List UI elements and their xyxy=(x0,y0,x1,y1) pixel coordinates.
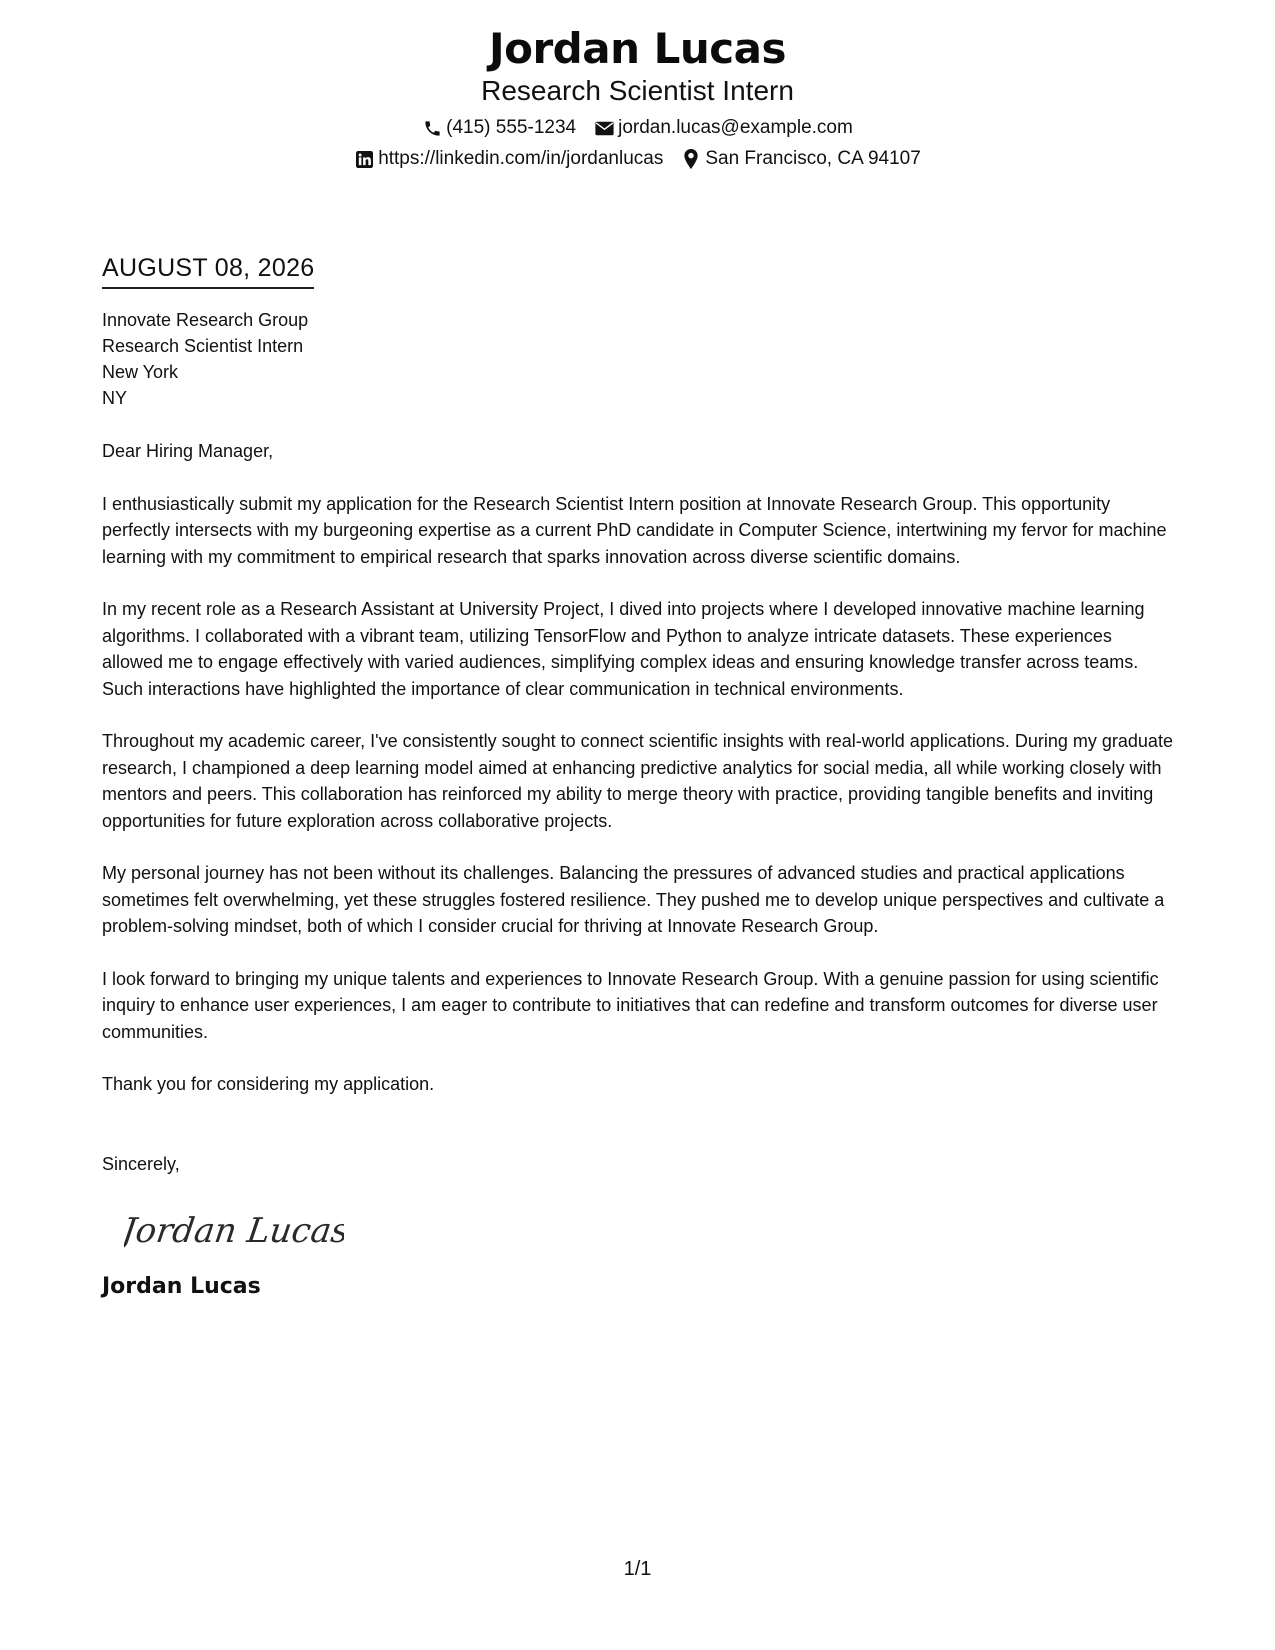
recipient-state: NY xyxy=(102,388,128,408)
signer-name: Jordan Lucas xyxy=(102,1274,261,1299)
recipient-company: Innovate Research Group xyxy=(102,310,309,330)
phone-text: (415) 555-1234 xyxy=(446,117,577,138)
letter-body xyxy=(102,252,1177,1301)
paragraph-3: Throughout my academic career, I've consistently sought to connect scientific insights with real-world applications. During my graduate research, I championed a deep learning model aimed at enhancing predictive analytics for social media, all while working closely with mentors and peers. This collaboration has reinforced my ability to merge theory with practice, providing tangible benefits and inviting opportunities for future exploration across collaborative projects. xyxy=(102,731,1173,831)
recipient-block xyxy=(102,307,1177,411)
letter-date: AUGUST 08, 2026 xyxy=(102,252,314,289)
applicant-name: Jordan Lucas xyxy=(488,24,787,73)
svg-text:Jordan Lucas: Jordan Lucas xyxy=(124,1211,344,1251)
letter-header xyxy=(0,24,1275,171)
envelope-icon xyxy=(594,118,614,138)
recipient-city: New York xyxy=(102,362,179,382)
map-pin-icon xyxy=(681,149,701,169)
handwritten-signature xyxy=(124,1205,344,1255)
contact-row-1 xyxy=(0,116,1275,140)
location-text: San Francisco, CA 94107 xyxy=(705,148,921,169)
page-number: 1/1 xyxy=(623,1558,652,1580)
phone-icon xyxy=(422,118,442,138)
paragraph-4: My personal journey has not been without its challenges. Balancing the pressures of advanced studies and practical applications sometimes felt overwhelming, yet these struggles fostered resilience. They pushed me to develop unique perspectives and cultivate a problem-solving mindset, both of which I consider crucial for thriving at Innovate Research Group. xyxy=(102,863,1165,936)
contact-row-2 xyxy=(0,147,1275,171)
closing-line: Thank you for considering my application. xyxy=(102,1074,435,1094)
contact-linkedin xyxy=(354,147,663,171)
paragraph-5: I look forward to bringing my unique talents and experiences to Innovate Research Group. With a genuine passion for using scientific inquiry to enhance user experiences, I am eager to contribute to initiatives that can redefine and transform outcomes for diverse user communities. xyxy=(102,968,1159,1042)
applicant-role: Research Scientist Intern xyxy=(481,75,794,106)
email-text: jordan.lucas@example.com xyxy=(618,117,853,138)
contact-location xyxy=(681,147,920,171)
salutation: Dear Hiring Manager, xyxy=(102,441,274,461)
recipient-position: Research Scientist Intern xyxy=(102,336,304,356)
paragraph-1: I enthusiastically submit my application for the Research Scientist Intern position at Innovate Research Group. This opportunity perfectly intersects with my burgeoning expertise as a current PhD candidate in Computer Science, intertwining my fervor for machine learning with my commitment to empirical research that sparks innovation across diverse scientific domains. xyxy=(102,493,1167,567)
contact-email xyxy=(594,116,853,140)
contact-phone xyxy=(422,116,576,140)
linkedin-text: https://linkedin.com/in/jordanlucas xyxy=(378,148,664,169)
signoff: Sincerely, xyxy=(102,1153,180,1174)
paragraph-2: In my recent role as a Research Assistant at University Project, I dived into projects where I developed innovative machine learning algorithms. I collaborated with a vibrant team, utilizing TensorFlow and Python to analyze intricate datasets. These experiences allowed me to engage effectively with varied audiences, simplifying complex ideas and ensuring knowledge transfer across teams. Such interactions have highlighted the importance of clear communication in technical environments. xyxy=(102,599,1145,699)
linkedin-icon xyxy=(354,149,374,169)
